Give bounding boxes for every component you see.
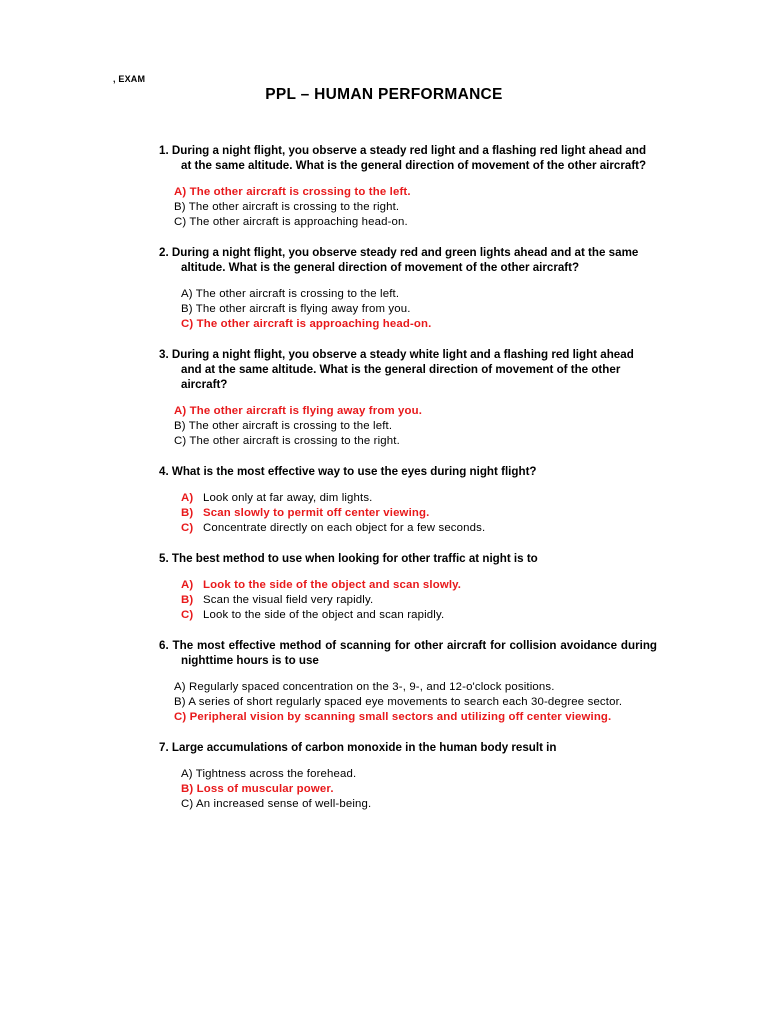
answer-option: B) A series of short regularly spaced eye movements to search each 30-degree sector. — [174, 696, 623, 708]
question-6 — [159, 638, 657, 725]
question-text: 1. During a night flight, you observe a steady red light and a flashing red light ahead and at the same altitude. What is the general direction of movement of the other aircraft? — [159, 144, 647, 172]
answer-options — [159, 185, 657, 230]
answer-option: C) An increased sense of well-being. — [181, 798, 372, 810]
answer-options — [159, 404, 657, 449]
answer-option: B) The other aircraft is flying away from you. — [181, 303, 411, 315]
answer-option: C) The other aircraft is approaching head-on. — [174, 216, 408, 228]
question-2 — [159, 245, 657, 332]
header-label: , EXAM — [113, 74, 146, 84]
answer-option: B) The other aircraft is crossing to the left. — [174, 420, 393, 432]
answer-option: C) Concentrate directly on each object for a few seconds. — [181, 522, 486, 534]
answer-option-correct: A) The other aircraft is flying away from you. — [174, 405, 423, 417]
answer-option: C) The other aircraft is crossing to the right. — [174, 435, 400, 447]
question-1 — [159, 143, 657, 230]
question-text: 7. Large accumulations of carbon monoxide in the human body result in — [159, 741, 557, 754]
answer-option-correct: A) Look to the side of the object and scan slowly. — [181, 579, 462, 591]
answer-option: A) Regularly spaced concentration on the 3-, 9-, and 12-o'clock positions. — [174, 681, 555, 693]
answer-option: A) Look only at far away, dim lights. — [181, 492, 373, 504]
question-text: 5. The best method to use when looking for other traffic at night is to — [159, 552, 538, 565]
question-text: 2. During a night flight, you observe steady red and green lights ahead and at the same altitude. What is the general direction of movement of the other aircraft? — [159, 246, 639, 274]
option-letter: C) — [181, 522, 194, 534]
option-letter: A) — [181, 492, 194, 504]
question-3 — [159, 347, 657, 449]
option-letter: C) — [181, 609, 194, 621]
answer-options — [159, 287, 657, 332]
answer-option: C) Look to the side of the object and scan rapidly. — [181, 609, 445, 621]
question-text: 3. During a night flight, you observe a steady white light and a flashing red light ahead and at the same altitude. What is the general direction of movement of the other aircraft? — [159, 348, 634, 391]
question-text: 4. What is the most effective way to use the eyes during night flight? — [159, 465, 537, 478]
answer-option-correct: C) The other aircraft is approaching head-on. — [181, 318, 432, 330]
question-5 — [159, 551, 657, 623]
answer-options — [159, 767, 657, 812]
answer-options — [159, 680, 657, 725]
answer-option: B) Scan the visual field very rapidly. — [181, 594, 374, 606]
option-letter: A) — [181, 579, 194, 591]
answer-option-correct: B) Scan slowly to permit off center viewing. — [181, 507, 430, 519]
question-4 — [159, 464, 657, 536]
answer-options — [159, 491, 657, 536]
answer-option: A) Tightness across the forehead. — [181, 768, 357, 780]
option-letter: B) — [181, 507, 194, 519]
option-letter: B) — [181, 594, 194, 606]
answer-option-correct: C) Peripheral vision by scanning small sectors and utilizing off center viewing. — [174, 711, 612, 723]
question-list — [159, 143, 657, 827]
answer-option: A) The other aircraft is crossing to the left. — [181, 288, 400, 300]
answer-option-correct: B) Loss of muscular power. — [181, 783, 334, 795]
question-7 — [159, 740, 657, 812]
question-text: 6. The most effective method of scanning for other aircraft for collision avoidance during nighttime hours is to use — [159, 639, 657, 667]
page-title: PPL – HUMAN PERFORMANCE — [265, 86, 503, 103]
answer-option-correct: A) The other aircraft is crossing to the left. — [174, 186, 411, 198]
answer-options — [159, 578, 657, 623]
answer-option: B) The other aircraft is crossing to the right. — [174, 201, 400, 213]
